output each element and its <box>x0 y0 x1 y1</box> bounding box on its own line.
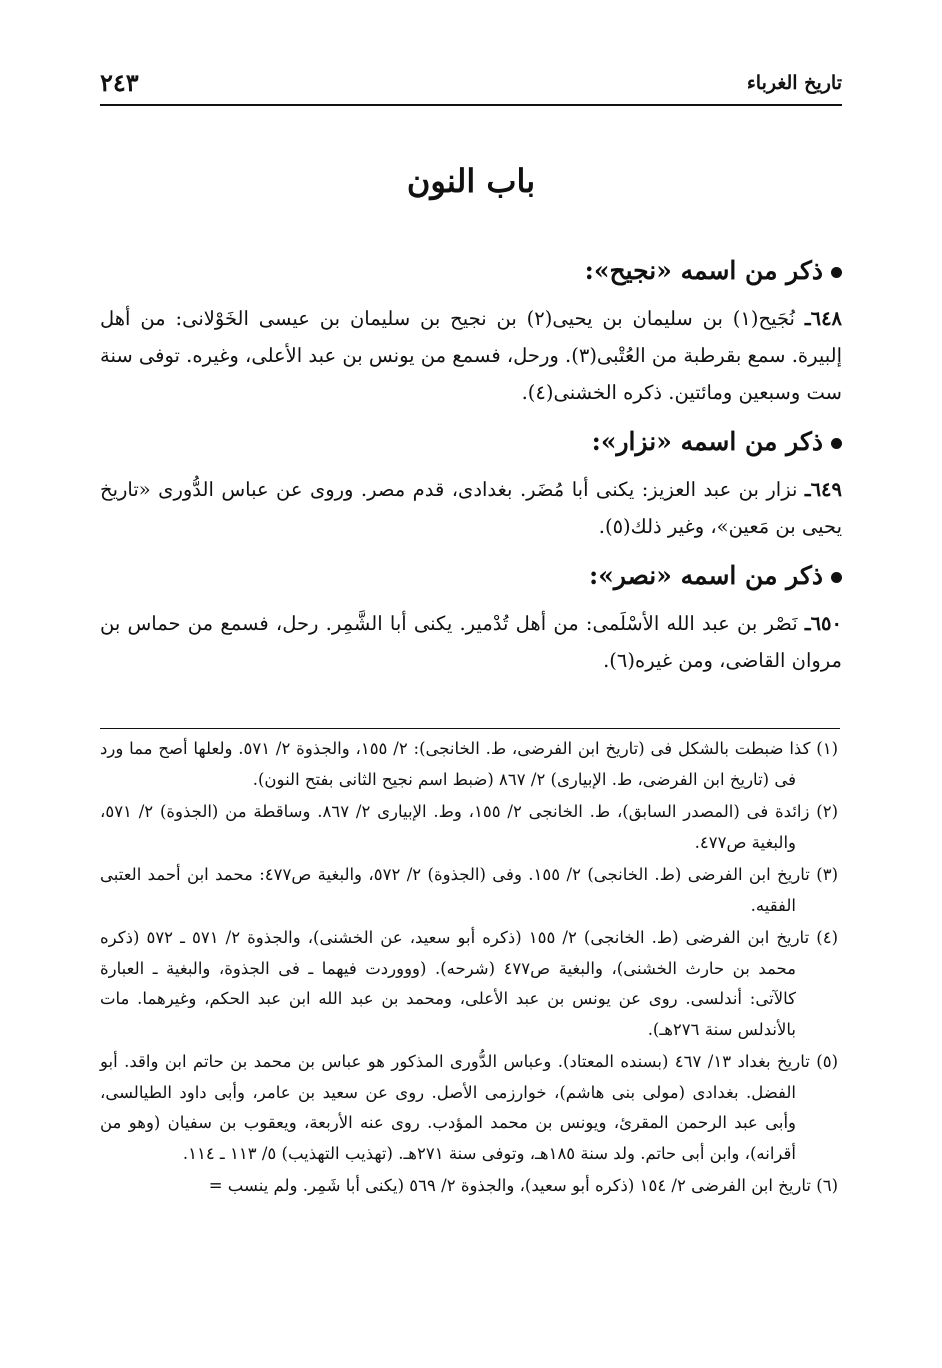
header-rule <box>100 104 842 106</box>
entry-text: نُجَيح(١) بن سليمان بن يحيى(٢) بن نجيح بن سليمان بن عيسى الخَوْلانى: من أهل إلبيرة. سمع بقرطبة من العُتْبى(٣). ورحل، فسمع من يونس بن عبد الأعلى، وغيره. توفى سنة ست وسبعين ومائتين. ذكره الخشنى(٤). <box>100 307 842 404</box>
running-title: تاريخ الغرباء <box>746 72 842 94</box>
section-heading <box>100 248 842 294</box>
footnote: (٤) تاريخ ابن الفرضى (ط. الخانجى) ٢/ ١٥٥ (ذكره أبو سعيد، عن الخشنى)، والجذوة ٢/ ٥٧١ ـ ٥٧٢ (ذكره محمد بن حارث الخشنى)، والبغية ص٤٧٧ (شرحه). (وووردت فيهما ـ فى الجذوة، والبغية ـ العبارة كالآتى: أندلسى. روى عن يونس بن عبد الأعلى، ومحمد بن عبد الله ابن عبد الحكم، وغيرهما. مات بالأندلس سنة ٢٧٦هـ). <box>100 928 838 1039</box>
entry <box>100 605 842 679</box>
chapter-title: باب النون <box>406 162 536 200</box>
section-heading-text: ذكر من اسمه «نصر»: <box>588 561 823 590</box>
page-header <box>100 68 842 102</box>
footnote: (٣) تاريخ ابن الفرضى (ط. الخانجى) ٢/ ١٥٥. وفى (الجذوة) ٢/ ٥٧٢، والبغية ص٤٧٧: محمد ابن أحمد العتبى الفقيه. <box>100 865 838 915</box>
footnotes <box>100 734 838 1204</box>
entry-number: ٦٤٩ـ <box>804 478 842 501</box>
bullet-icon <box>831 572 842 583</box>
bullet-icon <box>831 267 842 278</box>
footnote-rule <box>100 728 840 729</box>
entry-number: ٦٤٨ـ <box>804 307 843 330</box>
footnote: (٥) تاريخ بغداد ١٣/ ٤٦٧ (بسنده المعتاد). وعباس الدُّورى المذكور هو عباس بن محمد بن حاتم ابن واقد. أبو الفضل. بغدادى (مولى بنى هاشم)، خوارزمى الأصل. روى عن سعيد بن عامر، وأبى داود الطيالسى، وأبى عبد الرحمن المقرئ، ويونس بن محمد المؤدب. روى عنه الأربعة، ويعقوب بن سفيان (وهو من أقرانه)، وابن أبى حاتم. ولد سنة ١٨٥هـ، وتوفى سنة ٢٧١هـ. (تهذيب التهذيب) ٥/ ١١٣ ـ ١١٤. <box>100 1052 838 1163</box>
entry <box>100 471 842 545</box>
entry-text: نزار بن عبد العزيز: يكنى أبا مُضَر. بغدادى، قدم مصر. وروى عن عباس الدُّورى «تاريخ يحيى بن مَعين»، وغير ذلك(٥). <box>100 478 842 538</box>
footnote: (٦) تاريخ ابن الفرضى ٢/ ١٥٤ (ذكره أبو سعيد)، والجذوة ٢/ ٥٦٩ (يكنى أبا شَمِر. ولم ينسب = <box>208 1176 838 1195</box>
main-text <box>100 248 842 687</box>
section-heading-text: ذكر من اسمه «نزار»: <box>591 427 823 456</box>
section-heading <box>100 553 842 599</box>
entry-text: نَصْر بن عبد الله الأسْلَمى: من أهل تُدْمير. يكنى أبا الشَّمِر. رحل، فسمع من حماس بن مروان القاضى، ومن غيره(٦). <box>100 612 842 672</box>
entry <box>100 300 842 411</box>
footnote: (٢) زائدة فى (المصدر السابق)، ط. الخانجى ٢/ ١٥٥، وط. الإبيارى ٢/ ٨٦٧. وساقطة من (الجذوة) ٢/ ٥٧١، والبغية ص٤٧٧. <box>100 802 839 852</box>
footnote: (١) كذا ضبطت بالشكل فى (تاريخ ابن الفرضى، ط. الخانجى): ٢/ ١٥٥، والجذوة ٢/ ٥٧١. ولعلها أصح مما ورد فى (تاريخ ابن الفرضى، ط. الإبيارى) ٢/ ٨٦٧ (ضبط اسم نجيح الثانى بفتح النون). <box>100 739 838 789</box>
bullet-icon <box>831 438 842 449</box>
entry-number: ٦٥٠ـ <box>804 612 842 635</box>
section-heading-text: ذكر من اسمه «نجيح»: <box>584 256 823 285</box>
page-number: ٢٤٣ <box>100 68 139 97</box>
section-heading <box>100 419 842 465</box>
